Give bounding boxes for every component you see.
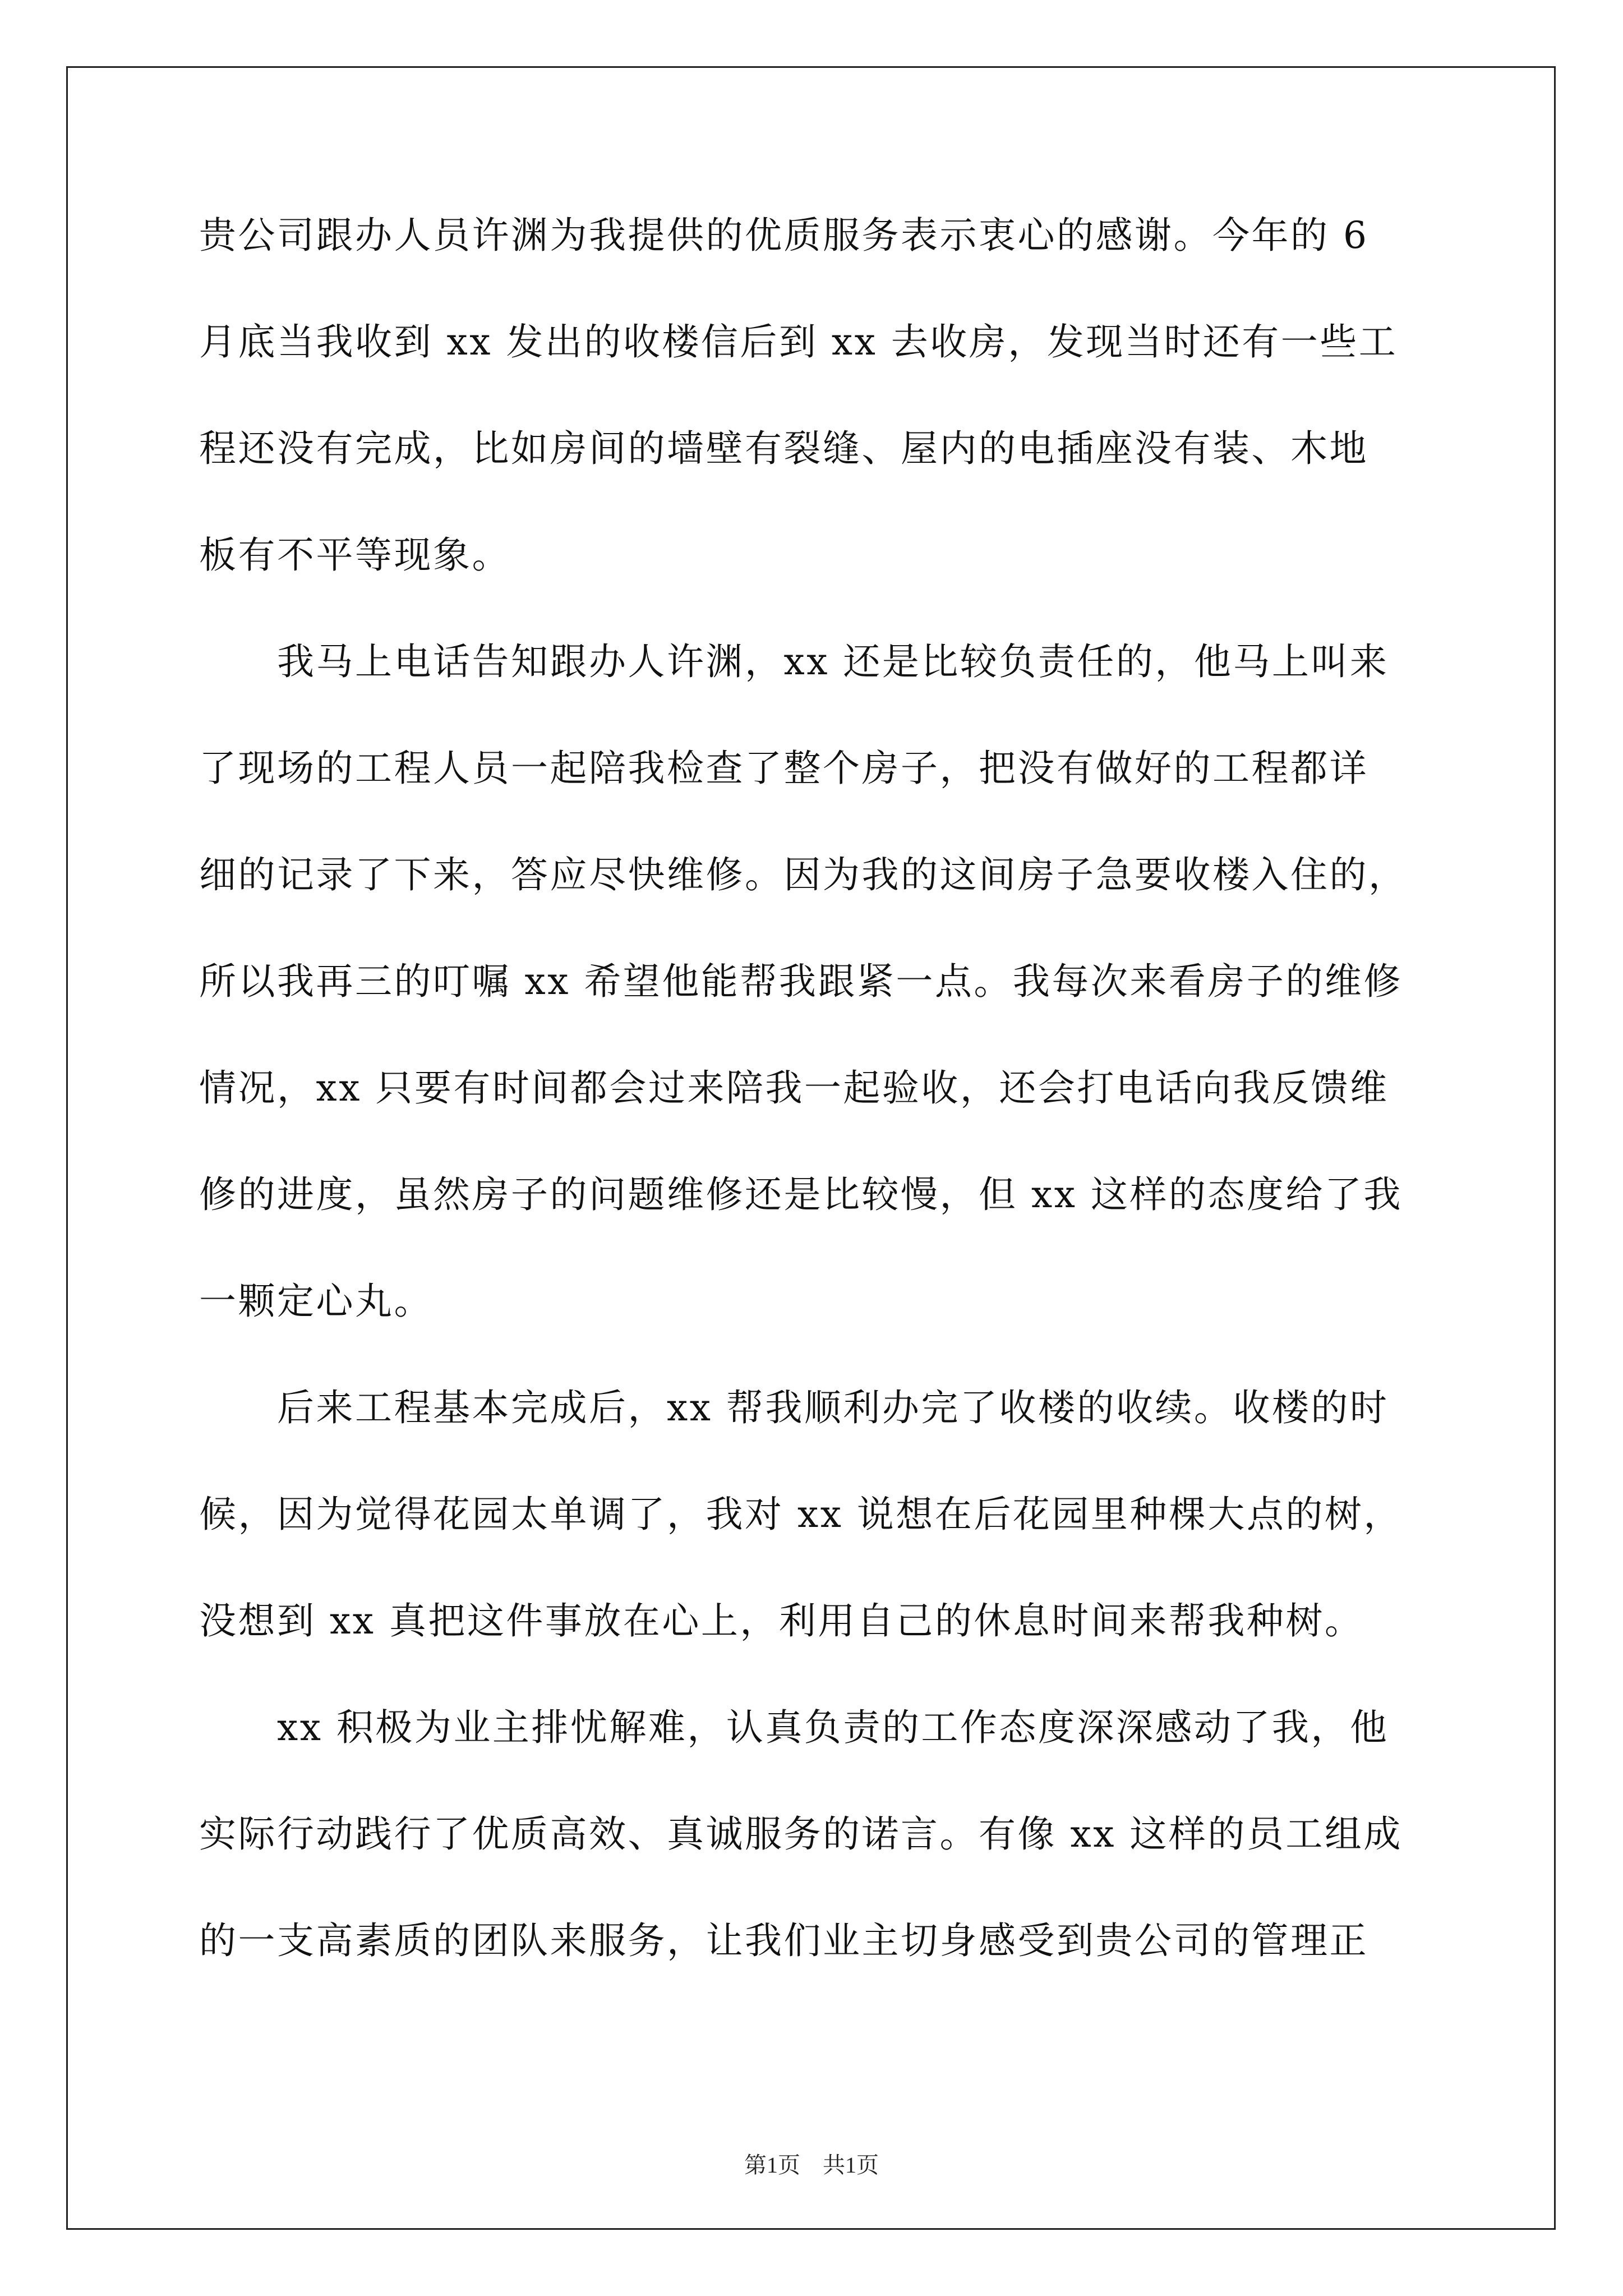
- text-line: 后来工程基本完成后，xx 帮我顺利办完了收楼的收续。收楼的时: [199, 1386, 1389, 1429]
- text-line: 程还没有完成，比如房间的墙壁有裂缝、屋内的电插座没有装、木地: [199, 427, 1368, 470]
- text-line: 一颗定心丸。: [199, 1280, 433, 1323]
- page-footer: 第1页 共1页: [744, 2152, 879, 2178]
- text-line: 没想到 xx 真把这件事放在心上，利用自己的休息时间来帮我种树。: [199, 1599, 1364, 1642]
- text-line: 细的记录了下来，答应尽快维修。因为我的这间房子急要收楼入住的，: [199, 853, 1408, 896]
- text-line: xx 积极为业主排忧解难，认真负责的工作态度深深感动了我，他: [199, 1706, 1389, 1749]
- text-line: 的一支高素质的团队来服务，让我们业主切身感受到贵公司的管理正: [199, 1919, 1368, 1962]
- text-line: 情况，xx 只要有时间都会过来陪我一起验收，还会打电话向我反馈维: [199, 1066, 1389, 1110]
- text-line: 我马上电话告知跟办人许渊，xx 还是比较负责任的，他马上叫来: [199, 640, 1389, 683]
- text-line: 修的进度，虽然房子的问题维修还是比较慢，但 xx 这样的态度给了我: [199, 1173, 1403, 1216]
- text-line: 了现场的工程人员一起陪我检查了整个房子，把没有做好的工程都详: [199, 747, 1368, 790]
- text-line: 候，因为觉得花园太单调了，我对 xx 说想在后花园里种棵大点的树，: [199, 1493, 1403, 1536]
- page-border: [66, 66, 1556, 2230]
- text-line: 板有不平等现象。: [199, 533, 511, 577]
- text-line: 贵公司跟办人员许渊为我提供的优质服务表示衷心的感谢。今年的 6: [199, 214, 1369, 257]
- text-line: 实际行动践行了优质高效、真诚服务的诺言。有像 xx 这样的员工组成: [199, 1812, 1403, 1856]
- text-line: 月底当我收到 xx 发出的收楼信后到 xx 去收房，发现当时还有一些工: [199, 320, 1398, 364]
- text-line: 所以我再三的叮嘱 xx 希望他能帮我跟紧一点。我每次来看房子的维修: [199, 960, 1403, 1003]
